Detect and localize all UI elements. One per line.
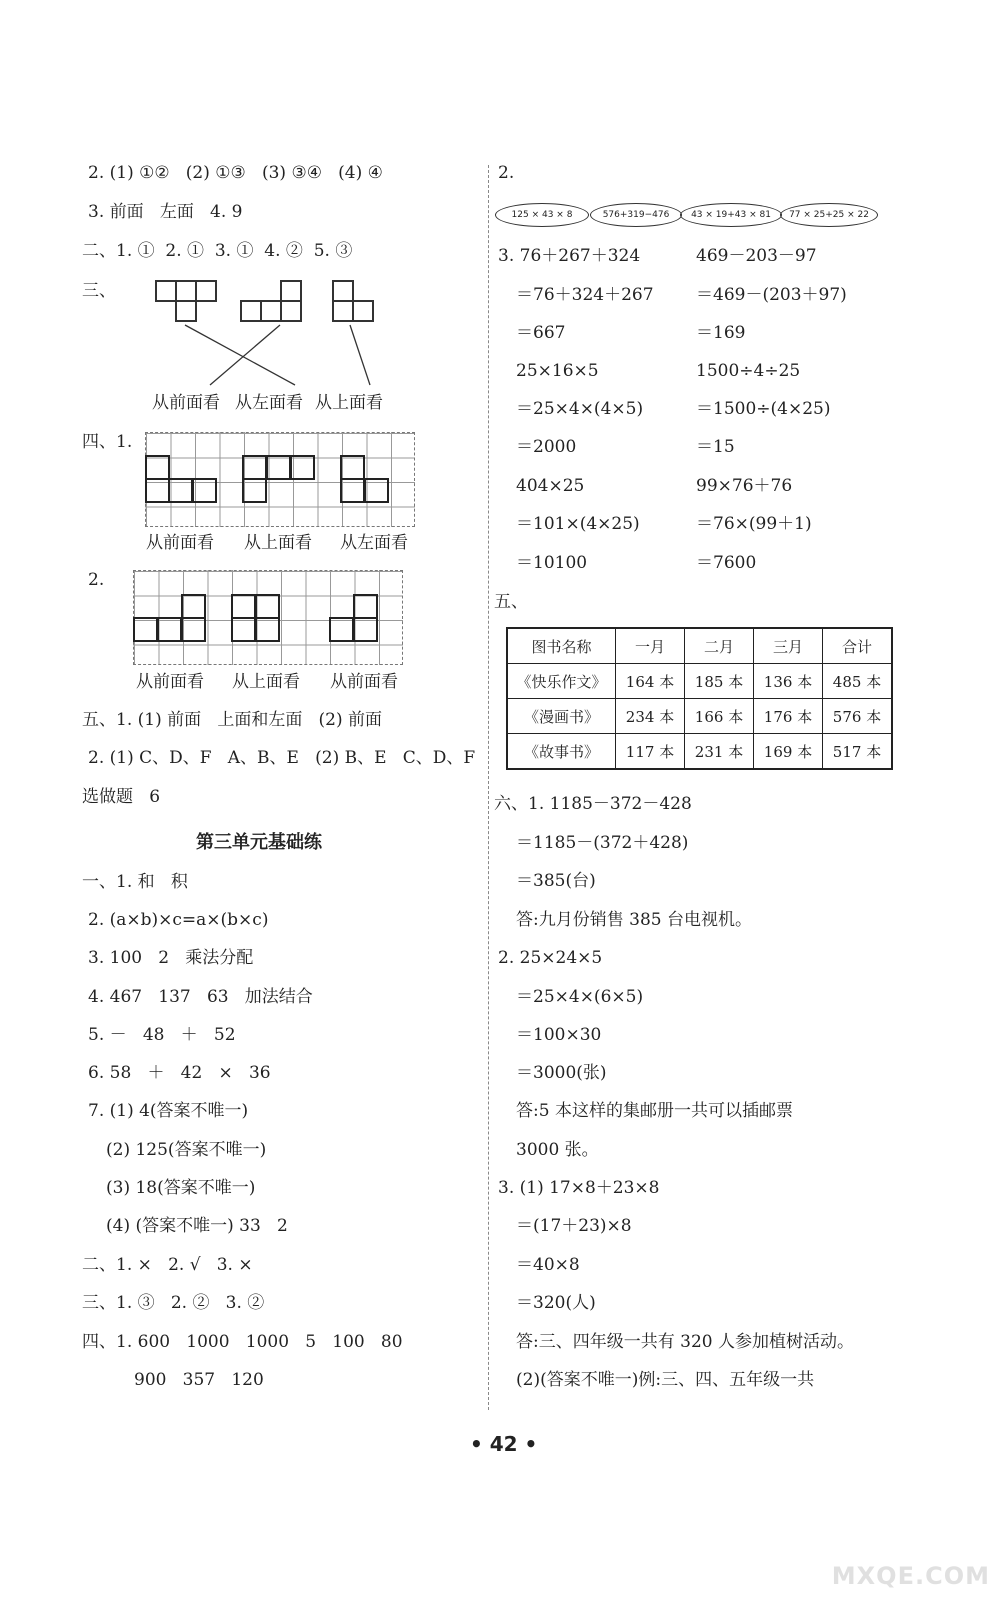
answer-line: 2. (1) ①② (2) ①③ (3) ③④ (4) ④ <box>88 163 383 183</box>
answer-line: 六、1. 1185－372－428 <box>494 794 692 814</box>
answer-line: ＝320(人) <box>516 1293 596 1313</box>
calc-right: ＝169 <box>696 323 746 343</box>
answer-line: 五、 <box>494 592 528 612</box>
answer-line: ＝3000(张) <box>516 1063 607 1083</box>
answer-line: 3. 前面 左面 4. 9 <box>88 202 243 222</box>
view-label: 从上面看 <box>315 393 383 413</box>
answer-line: 3000 张。 <box>516 1140 599 1160</box>
answer-line: 4. 467 137 63 加法结合 <box>88 987 313 1007</box>
calc-right: 469－203－97 <box>696 246 817 266</box>
books-table <box>506 627 893 770</box>
calc-left: ＝10100 <box>516 553 588 573</box>
answer-line: 四、1. 600 1000 1000 5 100 80 <box>82 1332 403 1352</box>
answer-line: 900 357 120 <box>134 1370 264 1390</box>
table-header: 图书名称 <box>507 628 616 664</box>
calc-right: ＝76×(99＋1) <box>696 514 812 534</box>
answer-line: 选做题 6 <box>82 787 161 807</box>
view-label: 从上面看 <box>244 533 312 553</box>
table-header: 二月 <box>685 628 754 664</box>
table-cell: 《故事书》 <box>507 734 616 770</box>
section-title: 第三单元基础练 <box>196 832 322 853</box>
table-cell: 185 本 <box>685 664 754 699</box>
answer-line: 2. <box>88 570 105 590</box>
answer-line: 四、1. <box>82 432 133 452</box>
calc-left: 25×16×5 <box>516 361 599 381</box>
answer-line: 答:三、四年级一共有 320 人参加植树活动。 <box>516 1332 854 1352</box>
calc-left: ＝76＋324＋267 <box>516 285 654 305</box>
view-label: 从前面看 <box>136 672 204 692</box>
table-cell: 234 本 <box>616 699 685 734</box>
table-header: 合计 <box>823 628 893 664</box>
calc-right: ＝469－(203＋97) <box>696 285 847 305</box>
answer-line: 三、 <box>82 281 116 301</box>
table-cell: 《漫画书》 <box>507 699 616 734</box>
table-cell: 231 本 <box>685 734 754 770</box>
answer-line: ＝25×4×(6×5) <box>516 987 644 1007</box>
table-header-row <box>507 628 892 664</box>
answer-line: ＝1185－(372＋428) <box>516 833 689 853</box>
calc-left: ＝667 <box>516 323 566 343</box>
table-cell: 517 本 <box>823 734 893 770</box>
answer-line: 五、1. (1) 前面 上面和左面 (2) 前面 <box>82 710 383 730</box>
calc-right: ＝1500÷(4×25) <box>696 399 831 419</box>
calc-left: ＝101×(4×25) <box>516 514 640 534</box>
table-cell: 117 本 <box>616 734 685 770</box>
answer-line: 2. (a×b)×c=a×(b×c) <box>88 910 269 930</box>
table-cell: 576 本 <box>823 699 893 734</box>
expression-oval: 125 × 43 × 8 <box>495 203 589 227</box>
calc-right: 1500÷4÷25 <box>696 361 801 381</box>
answer-line: 3. (1) 17×8＋23×8 <box>498 1178 660 1198</box>
calc-left: 3. 76＋267＋324 <box>498 246 641 266</box>
answer-line: (3) 18(答案不唯一) <box>106 1178 256 1198</box>
answer-line: 2. 25×24×5 <box>498 948 603 968</box>
view-label: 从前面看 <box>146 533 214 553</box>
table-row <box>507 664 892 699</box>
calc-right: ＝15 <box>696 437 735 457</box>
calc-right: 99×76＋76 <box>696 476 793 496</box>
table-cell: 169 本 <box>754 734 823 770</box>
table-header: 三月 <box>754 628 823 664</box>
view-label: 从前面看 <box>152 393 220 413</box>
calc-left: ＝2000 <box>516 437 577 457</box>
table-cell: 485 本 <box>823 664 893 699</box>
table-cell: 166 本 <box>685 699 754 734</box>
table-cell: 《快乐作文》 <box>507 664 616 699</box>
table-cell: 136 本 <box>754 664 823 699</box>
answer-line: 答:九月份销售 385 台电视机。 <box>516 910 752 930</box>
calc-left: ＝25×4×(4×5) <box>516 399 644 419</box>
answer-line: 二、1. ① 2. ① 3. ① 4. ② 5. ③ <box>82 241 353 261</box>
answer-line: (2) 125(答案不唯一) <box>106 1140 267 1160</box>
answer-line: (2)(答案不唯一)例:三、四、五年级一共 <box>516 1370 815 1390</box>
page-number: • 42 • <box>470 1432 538 1456</box>
answer-line: 6. 58 ＋ 42 × 36 <box>88 1063 271 1083</box>
expression-oval: 43 × 19+43 × 81 <box>680 203 782 227</box>
watermark: MXQE.COM <box>831 1562 990 1590</box>
view-label: 从前面看 <box>330 672 398 692</box>
answer-line: 5. － 48 ＋ 52 <box>88 1025 236 1045</box>
calc-right: ＝7600 <box>696 553 757 573</box>
answer-line: 2. <box>498 163 515 183</box>
table-row <box>507 734 892 770</box>
table-cell: 176 本 <box>754 699 823 734</box>
calc-left: 404×25 <box>516 476 585 496</box>
view-label: 从左面看 <box>340 533 408 553</box>
expression-oval: 576+319−476 <box>590 203 682 227</box>
answer-line: 一、1. 和 积 <box>82 872 188 892</box>
expression-oval: 77 × 25+25 × 22 <box>780 203 878 227</box>
answer-line: 2. (1) C、D、F A、B、E (2) B、E C、D、F <box>88 748 476 768</box>
view-label: 从上面看 <box>232 672 300 692</box>
answer-line: 三、1. ③ 2. ② 3. ② <box>82 1293 265 1313</box>
view-label: 从左面看 <box>235 393 303 413</box>
answer-line: 答:5 本这样的集邮册一共可以插邮票 <box>516 1101 793 1121</box>
answer-line: ＝40×8 <box>516 1255 580 1275</box>
table-header: 一月 <box>616 628 685 664</box>
answer-line: ＝385(台) <box>516 871 596 891</box>
answer-line: 二、1. × 2. √ 3. × <box>82 1255 253 1275</box>
table-cell: 164 本 <box>616 664 685 699</box>
answer-line: 3. 100 2 乘法分配 <box>88 948 254 968</box>
answer-line: 7. (1) 4(答案不唯一) <box>88 1101 249 1121</box>
answer-line: ＝100×30 <box>516 1025 602 1045</box>
answer-line: (4) (答案不唯一) 33 2 <box>106 1216 288 1236</box>
table-row <box>507 699 892 734</box>
matching-lines <box>150 320 410 390</box>
answer-line: ＝(17＋23)×8 <box>516 1216 632 1236</box>
column-divider <box>488 165 489 1410</box>
